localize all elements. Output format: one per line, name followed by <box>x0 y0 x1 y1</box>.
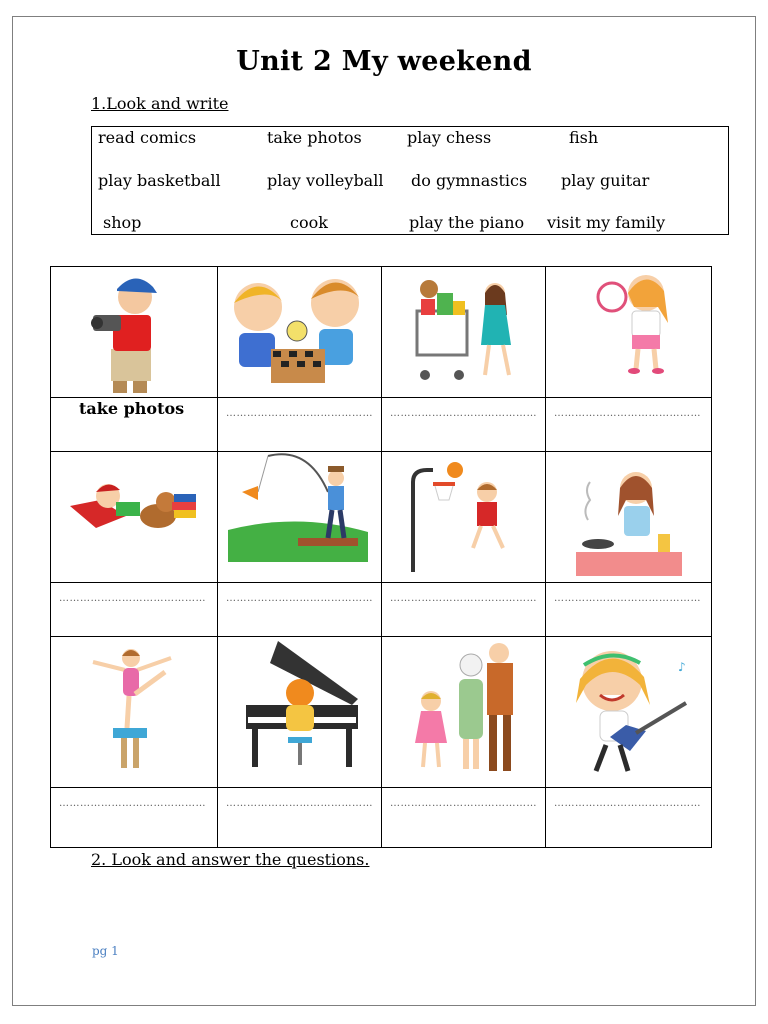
family-visit-icon <box>407 639 527 779</box>
worksheet-title: Unit 2 My weekend <box>236 46 532 77</box>
answer-blank: …………………………………… <box>390 408 537 419</box>
girl-cooking-icon <box>576 460 686 578</box>
answer-cell[interactable] <box>381 787 545 848</box>
svg-text:♪: ♪ <box>678 660 686 674</box>
word-shop: shop <box>103 213 142 232</box>
picture-cell-visit-my-family <box>381 636 545 787</box>
word-play-chess: play chess <box>407 128 492 147</box>
answer-blank: …………………………………… <box>554 408 701 419</box>
answer-cell[interactable] <box>381 582 545 636</box>
answer-cell[interactable] <box>381 397 545 451</box>
word-play-basketball: play basketball <box>98 171 221 190</box>
boy-piano-icon <box>240 639 365 769</box>
picture-cell-take-photos <box>50 266 217 397</box>
answer-cell[interactable] <box>217 582 381 636</box>
answer-blank: …………………………………… <box>59 798 206 809</box>
boy-reading-dog-icon <box>66 472 201 552</box>
page-number: pg 1 <box>92 944 119 958</box>
picture-cell-read-comics <box>50 451 217 582</box>
kids-chess-icon <box>223 267 373 392</box>
answer-cell[interactable] <box>545 582 712 636</box>
picture-cell-shop <box>381 266 545 397</box>
word-play-volleyball: play volleyball <box>267 171 384 190</box>
answer-text: take photos <box>79 399 185 418</box>
picture-cell-play-guitar <box>545 636 712 787</box>
answer-cell[interactable] <box>217 787 381 848</box>
answer-cell[interactable] <box>545 397 712 451</box>
boy-basketball-icon <box>407 452 522 577</box>
word-read-comics: read comics <box>98 128 197 147</box>
answer-cell[interactable] <box>545 787 712 848</box>
picture-cell-play-volleyball <box>545 266 712 397</box>
answer-cell[interactable] <box>50 787 217 848</box>
section1-heading: 1.Look and write <box>91 94 229 113</box>
word-play-guitar: play guitar <box>561 171 650 190</box>
answer-blank: …………………………………… <box>390 798 537 809</box>
picture-cell-play-chess <box>217 266 381 397</box>
girl-guitar-icon <box>566 641 696 781</box>
man-fishing-icon <box>228 452 368 562</box>
answer-blank: …………………………………… <box>390 593 537 604</box>
answer-blank: …………………………………… <box>554 798 701 809</box>
word-do-gymnastics: do gymnastics <box>411 171 528 190</box>
picture-cell-cook <box>545 451 712 582</box>
answer-blank: …………………………………… <box>59 593 206 604</box>
picture-cell-do-gymnastics <box>50 636 217 787</box>
word-cook: cook <box>290 213 328 232</box>
answer-cell[interactable] <box>50 582 217 636</box>
word-play-the-piano: play the piano <box>409 213 525 232</box>
answer-blank: …………………………………… <box>226 593 373 604</box>
picture-grid <box>50 266 712 848</box>
girl-gymnastics-icon <box>91 642 176 777</box>
word-visit-my-family: visit my family <box>547 213 666 232</box>
girl-volleyball-icon <box>586 267 676 377</box>
girl-shopping-icon <box>407 271 527 391</box>
answer-blank: …………………………………… <box>226 798 373 809</box>
picture-cell-fish <box>217 451 381 582</box>
word-fish: fish <box>569 128 599 147</box>
picture-cell-play-basketball <box>381 451 545 582</box>
word-bank <box>91 126 729 235</box>
section2-heading: 2. Look and answer the questions. <box>91 850 370 869</box>
answer-blank: …………………………………… <box>226 408 373 419</box>
boy-camera-icon <box>91 267 181 397</box>
picture-cell-play-the-piano <box>217 636 381 787</box>
word-take-photos: take photos <box>267 128 362 147</box>
answer-cell[interactable] <box>50 397 217 451</box>
answer-blank: …………………………………… <box>554 593 701 604</box>
answer-cell[interactable] <box>217 397 381 451</box>
